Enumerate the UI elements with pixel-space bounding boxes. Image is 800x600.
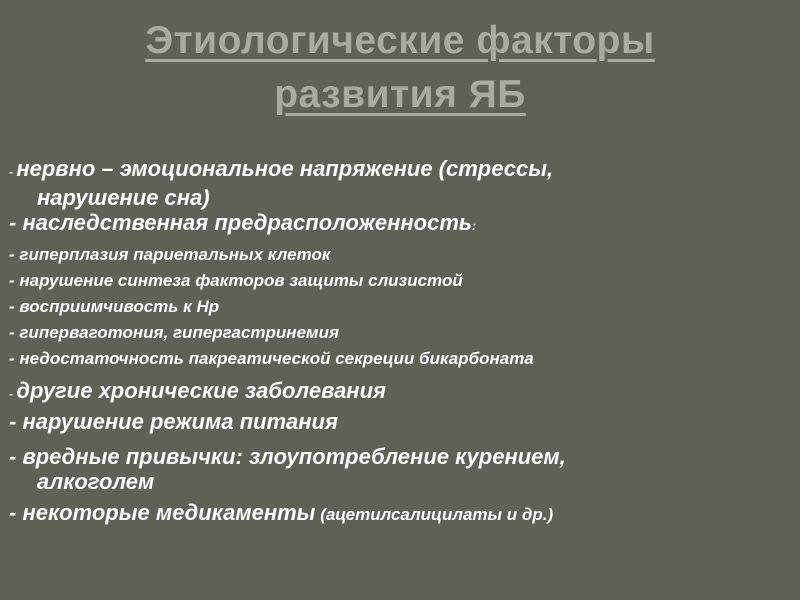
item-text: наследственная предрасположенность bbox=[22, 210, 472, 235]
bullet-dash: - bbox=[9, 387, 17, 401]
item-continuation: нарушение сна) bbox=[37, 185, 210, 210]
item-suffix: (ацетилсалицилаты и др.) bbox=[315, 505, 554, 524]
item-text: нарушение режима питания bbox=[22, 409, 338, 434]
bullet-dash: - bbox=[9, 500, 23, 525]
bullet-dash: - bbox=[9, 245, 20, 264]
list-item-vagotonia bbox=[9, 323, 339, 343]
list-item-diet bbox=[9, 409, 338, 435]
item-text: некоторые медикаменты bbox=[22, 500, 316, 525]
bullet-dash: - bbox=[9, 271, 20, 290]
list-item-habits bbox=[9, 444, 566, 494]
item-text: восприимчивость к Hp bbox=[19, 297, 220, 316]
item-text: другие хронические заболевания bbox=[16, 378, 386, 403]
slide-title bbox=[0, 14, 800, 122]
bullet-dash: - bbox=[9, 349, 20, 368]
item-text: гиперплазия париетальных клеток bbox=[19, 245, 331, 264]
list-item-stress bbox=[9, 156, 553, 210]
title-line-2: развития ЯБ bbox=[274, 73, 526, 116]
list-item-bicarbonate bbox=[9, 349, 534, 369]
list-item-hyperplasia bbox=[9, 245, 331, 265]
item-text: нарушение синтеза факторов защиты слизистой bbox=[19, 271, 463, 290]
bullet-dash: - bbox=[9, 165, 17, 179]
bullet-dash: - bbox=[9, 297, 20, 316]
bullet-dash: - bbox=[9, 409, 23, 434]
item-suffix: : bbox=[471, 219, 476, 233]
list-item-hp bbox=[9, 297, 219, 317]
bullet-dash: - bbox=[9, 210, 23, 235]
bullet-dash: - bbox=[9, 444, 23, 469]
list-item-mucosa bbox=[9, 271, 463, 291]
item-text: гиперваготония, гипергастринемия bbox=[19, 323, 340, 342]
list-item-heredity bbox=[9, 210, 476, 236]
bullet-dash: - bbox=[9, 323, 20, 342]
item-text: нервно – эмоциональное напряжение (стрессы, bbox=[16, 156, 554, 181]
item-text: недостаточность пакреатической секреции бикарбоната bbox=[19, 349, 534, 368]
item-continuation: алкоголем bbox=[37, 469, 155, 494]
list-item-chronic bbox=[9, 378, 386, 404]
item-text: вредные привычки: злоупотребление курением, bbox=[22, 444, 566, 469]
title-line-1: Этиологические факторы bbox=[145, 19, 655, 62]
list-item-medications bbox=[9, 500, 553, 526]
